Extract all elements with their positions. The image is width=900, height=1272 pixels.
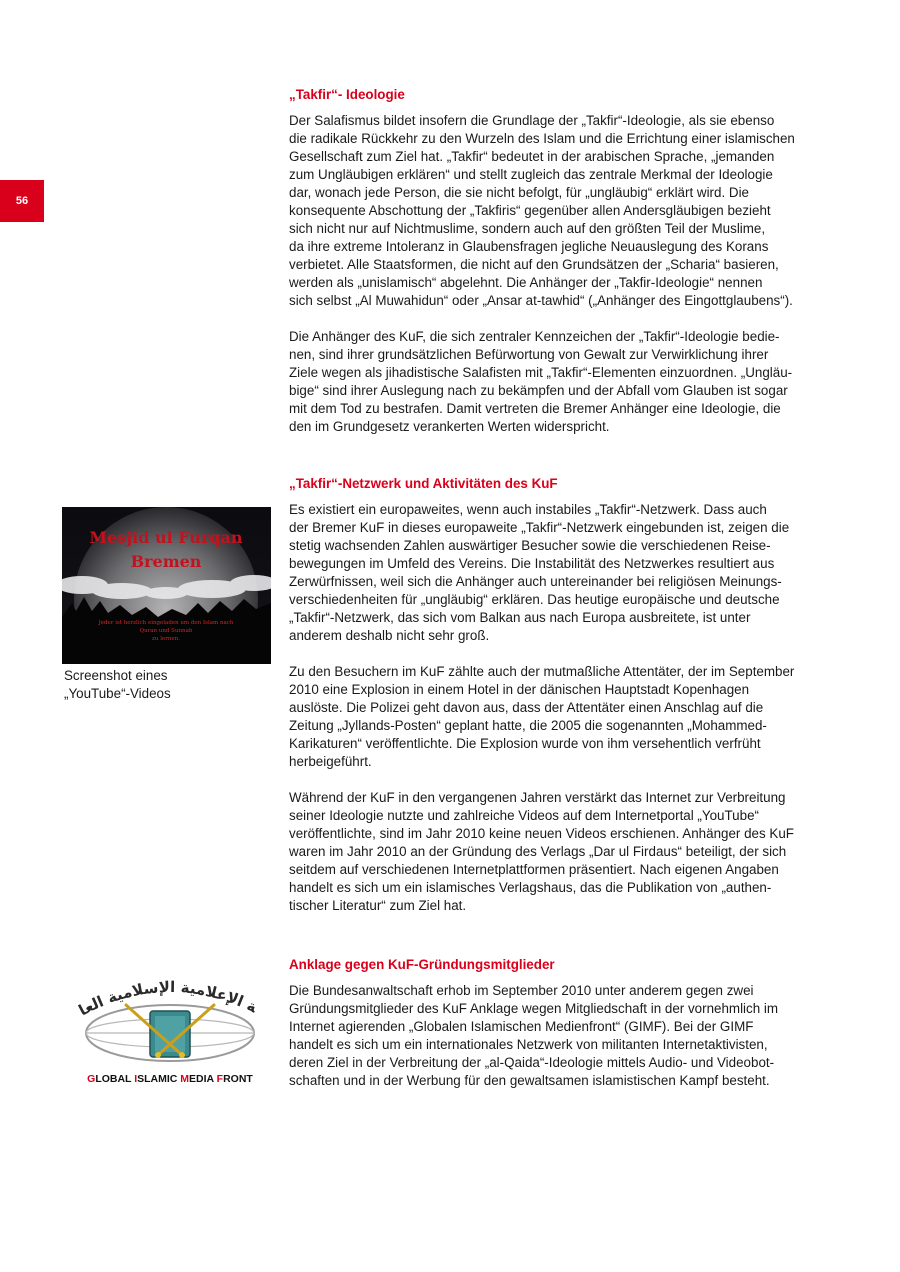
video-frame-graphic: [62, 507, 271, 664]
gimf-word-edia: EDIA: [189, 1073, 217, 1085]
youtube-video-screenshot: [62, 507, 271, 664]
gimf-arabic-text: ة الإعلامية الإسلامية العا: [75, 977, 260, 1020]
section-heading: „Takfir“- Ideologie: [289, 87, 405, 102]
gimf-letter-i: I: [134, 1073, 138, 1085]
video-subtitle-line1: Jeder ist herzlich eingeladen um den Islam nach: [98, 620, 234, 626]
paragraph: Zu den Besuchern im KuF zählte auch der mutmaßliche Attentäter, der im September 2010 eine Explosion in einem Hotel in der dänischen Hauptstadt Kopenhagen auslöste. Die Polizei geht davon aus, dass der Attentäter einen Anschlag auf die Zeitung „Jyllands-Posten“ geplant hatte, die 2005 die sogenannten „Mohammed- Karikaturen“ veröffentlichte. Die Explosion wurde von ihm versehentlich verfrüht herbeigeführt.: [289, 664, 795, 769]
section-takfir-netzwerk: [289, 475, 839, 915]
section-heading: „Takfir“-Netzwerk und Aktivitäten des KuF: [289, 476, 558, 491]
gimf-logo: [70, 975, 270, 1087]
video-title-line1: Mesjid ul Furqan: [89, 528, 243, 547]
gimf-word-lobal: LOBAL: [95, 1073, 135, 1085]
video-title-line2: Bremen: [130, 552, 202, 571]
page-number-tab: [0, 180, 44, 222]
gimf-word-ront: RONT: [223, 1073, 253, 1085]
gimf-letter-m: M: [180, 1073, 190, 1085]
paragraph: Die Bundesanwaltschaft erhob im September 2010 unter anderem gegen zwei Gründungsmitglieder des KuF Anklage wegen Mitgliedschaft in der vornehmlich im Internet agierenden „Globalen Islamischen Medienfront“ (GIMF). Bei der GIMF handelt es sich um ein internationales Netzwerk von militanten Internetaktivisten, deren Ziel in der Verbreitung der „al-Qaida“-Ideologie mittels Audio- und Videobot- schaften und in der Werbung für den gewaltsamen islamistischen Kampf besteht.: [289, 983, 779, 1088]
section-takfir-ideologie: [289, 86, 839, 436]
paragraph: Es existiert ein europaweites, wenn auch instabiles „Takfir“-Netzwerk. Dass auch der Bremer KuF in dieses europaweite „Takfir“-Netzwerk eingebunden ist, zeigen die stetig wachsenden Zahlen auswärtiger Besucher sowie die verschiedenen Reise- bewegungen im Umfeld des Vereins. Die Instabilität des Netzwerkes resultiert aus Zerwürfnissen, weil sich die Anhänger auch untereinander bei religiösen Meinungs- verschiedenheiten für „ungläubig“ erklären. Das heutige europäische und deutsche „Takfir“-Netzwerk, das sich vom Balkan aus nach Europa ausbreitete, ist unter anderem deshalb nicht sehr groß.: [289, 502, 790, 643]
page-number: 56: [15, 195, 29, 207]
gimf-word-slamic: SLAMIC: [137, 1073, 181, 1085]
gimf-letter-f: F: [216, 1073, 224, 1085]
gimf-wordmark: [87, 1073, 253, 1085]
section-heading: Anklage gegen KuF-Gründungsmitglieder: [289, 957, 555, 972]
paragraph: Die Anhänger des KuF, die sich zentraler Kennzeichen der „Takfir“-Ideologie bedie- nen, sind ihrer grundsätzlichen Befürwortung von Gewalt zur Verwirklichung ihrer Ziele wegen als jihadistische Salafisten mit „Takfir“-Elementen einzuordnen. „Ungläu- bige“ sind ihrer Auslegung nach zu bekämpfen und der Abfall vom Glauben ist sogar mit dem Tod zu bestrafen. Damit vertreten die Bremer Anhänger eine Ideologie, die den im Grundgesetz verankerten Werten widerspricht.: [289, 329, 793, 434]
video-subtitle-line2: Quran und Sunnah: [139, 628, 193, 634]
paragraph: Während der KuF in den vergangenen Jahren verstärkt das Internet zur Verbreitung seiner Ideologie nutzte und zahlreiche Videos auf dem Internetportal „YouTube“ veröffentlichte, sind im Jahr 2010 keine neuen Videos erschienen. Anhänger des KuF waren im Jahr 2010 an der Gründung des Verlags „Dar ul Firdaus“ beteiligt, der sich seitdem auf verschiedenen Internetplattformen präsentiert. Nach eigenen Angaben handelt es sich um ein islamisches Verlagshaus, das die Publikation von „authen- tischer Literatur“ zum Ziel hat.: [289, 790, 794, 913]
paragraph: Der Salafismus bildet insofern die Grundlage der „Takfir“-Ideologie, als sie ebenso die radikale Rückkehr zu den Wurzeln des Islam und die Errichtung einer islamischen Gesellschaft zum Ziel hat. „Takfir“ bedeutet in der arabischen Sprache, „jemanden zum Ungläubigen erklären“ und stellt zugleich das zentrale Merkmal der Ideologie dar, wonach jede Person, die sie nicht befolgt, für „ungläubig“ erklärt wird. Die konsequente Abschottung der „Takfiris“ gegenüber allen Andersgläubigen bezieht sich nicht nur auf Nichtmuslime, sondern auch auf den größten Teil der Muslime, da ihre extreme Intoleranz in Glaubensfragen jegliche Neuauslegung des Korans verbietet. Alle Staatsformen, die nicht auf den Grundsätzen der „Scharia“ basieren, werden als „unislamisch“ abgelehnt. Die Anhänger der „Takfir-Ideologie“ nennen sich selbst „Al Muwahidun“ oder „Ansar at-tawhid“ („Anhänger des Eingottglaubens“).: [289, 113, 795, 308]
gimf-logo-graphic: [70, 975, 270, 1087]
section-anklage: [289, 956, 839, 1090]
video-subtitle-line3: zu lernen.: [152, 636, 180, 642]
image-caption: Screenshot eines „YouTube“-Videos: [64, 668, 171, 701]
gimf-letter-g: G: [87, 1073, 96, 1085]
